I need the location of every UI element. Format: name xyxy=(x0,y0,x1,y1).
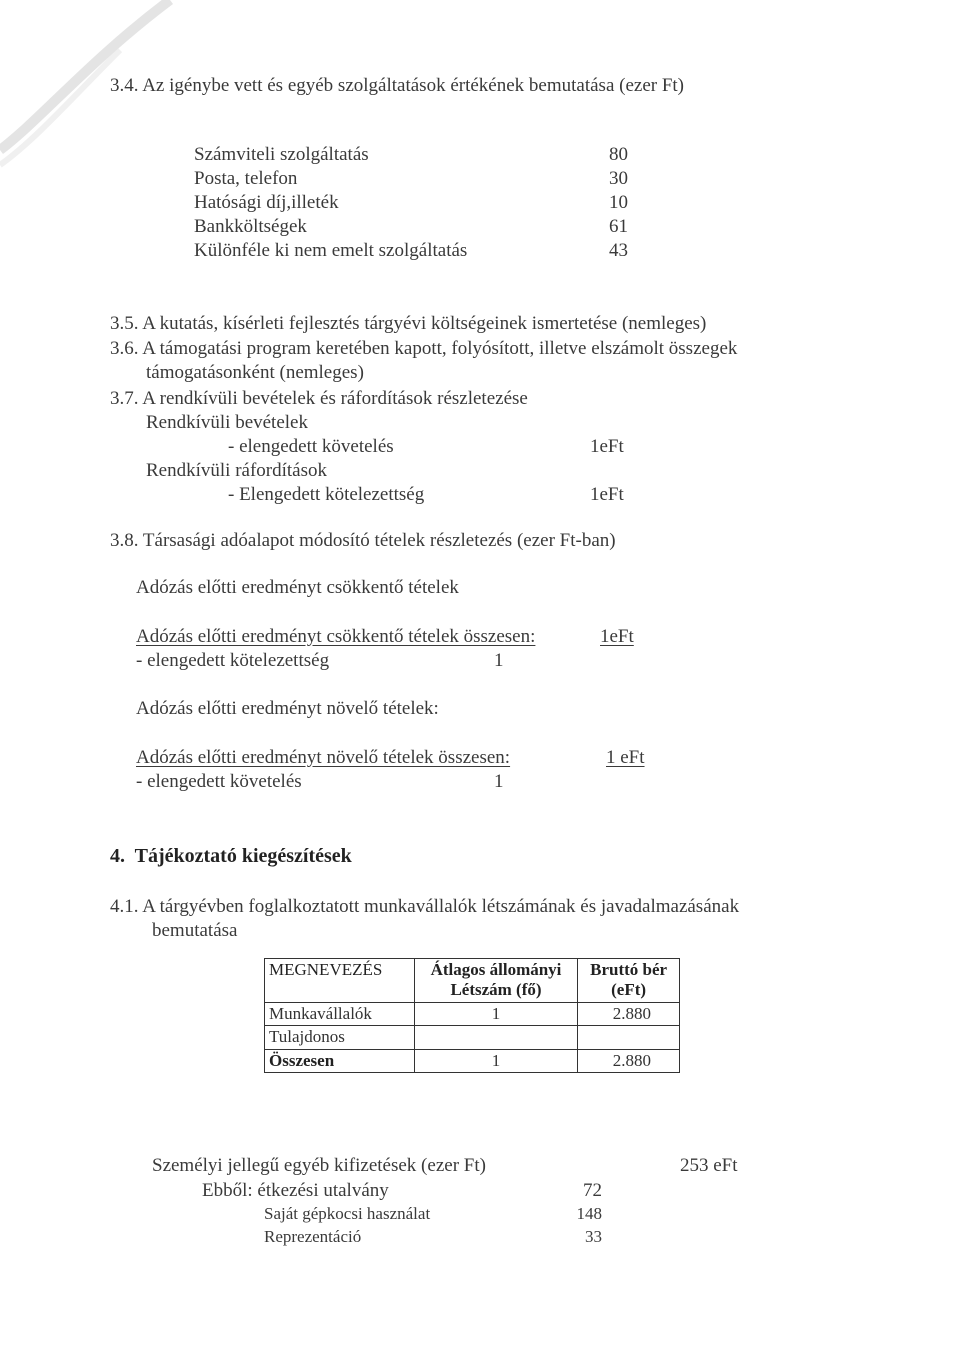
row-wage: 2.880 xyxy=(578,1002,680,1025)
section-3-5-title: 3.5. A kutatás, kísérleti fejlesztés tárgyévi költségeinek ismertetése (nemleges) xyxy=(110,313,707,334)
of-which-label: Ebből: étkezési utalvány xyxy=(202,1180,389,1201)
increasing-item: - elengedett követelés xyxy=(136,771,302,792)
section-4-title: 4. Tájékoztató kiegészítések xyxy=(110,845,352,867)
other-payment-item: Saját gépkocsi használat xyxy=(264,1204,431,1223)
other-payment-value: 148 xyxy=(576,1204,602,1223)
header-headcount-line1: Átlagos állományi xyxy=(430,960,562,979)
increasing-items-total-label: Adózás előtti eredményt növelő tételek összesen: xyxy=(136,747,511,768)
decreasing-item: - elengedett kötelezettség xyxy=(136,650,330,671)
section-3-6-subtitle: támogatásonként (nemleges) xyxy=(146,362,364,383)
service-label: Számviteli szolgáltatás xyxy=(194,144,369,165)
row-count xyxy=(414,1026,577,1049)
row-wage xyxy=(578,1026,680,1049)
decreasing-item-value: 1 xyxy=(494,650,504,671)
extraordinary-expense-heading: Rendkívüli ráfordítások xyxy=(146,460,327,481)
extraordinary-expense-value: 1eFt xyxy=(590,484,624,505)
section-3-6-title: 3.6. A támogatási program keretében kapott, folyósított, illetve elszámolt összegek xyxy=(110,338,738,359)
header-gross-wage-line1: Bruttó bér xyxy=(590,960,668,979)
table-row xyxy=(265,1026,680,1049)
other-payments-total: 253 eFt xyxy=(680,1155,738,1176)
service-value: 80 xyxy=(609,144,628,165)
row-name: Összesen xyxy=(265,1049,415,1072)
row-count: 1 xyxy=(414,1049,577,1072)
section-4-1-title: 4.1. A tárgyévben foglalkoztatott munkavállalók létszámának és javadalmazásának xyxy=(110,896,740,917)
service-value: 61 xyxy=(609,216,628,237)
service-value: 30 xyxy=(609,168,628,189)
section-3-8-title: 3.8. Társasági adóalapot módosító tételek részletezés (ezer Ft-ban) xyxy=(110,530,616,551)
table-row xyxy=(265,1002,680,1025)
decreasing-items-total-label: Adózás előtti eredményt csökkentő tételek összesen: xyxy=(136,626,536,647)
row-name: Munkavállalók xyxy=(265,1002,415,1025)
row-name: Tulajdonos xyxy=(265,1026,415,1049)
extraordinary-expense-item: - Elengedett kötelezettség xyxy=(228,484,425,505)
other-payments-label: Személyi jellegű egyéb kifizetések (ezer Ft) xyxy=(152,1155,486,1176)
service-label: Hatósági díj,illeték xyxy=(194,192,339,213)
extraordinary-income-item: - elengedett követelés xyxy=(228,436,394,457)
service-label: Posta, telefon xyxy=(194,168,298,189)
extraordinary-income-value: 1eFt xyxy=(590,436,624,457)
row-count: 1 xyxy=(414,1002,577,1025)
increasing-items-total-value: 1 eFt xyxy=(606,747,645,768)
section-3-4-title: 3.4. Az igénybe vett és egyéb szolgáltatások értékének bemutatása (ezer Ft) xyxy=(110,75,684,96)
service-label: Különféle ki nem emelt szolgáltatás xyxy=(194,240,468,261)
header-gross-wage xyxy=(578,959,680,1003)
table-row xyxy=(265,1049,680,1072)
extraordinary-income-heading: Rendkívüli bevételek xyxy=(146,412,308,433)
of-which-value: 72 xyxy=(583,1180,602,1201)
other-payment-value: 33 xyxy=(585,1227,602,1246)
header-headcount-line2: Létszám (fő) xyxy=(450,980,542,1000)
decreasing-items-total-value: 1eFt xyxy=(600,626,634,647)
service-value: 10 xyxy=(609,192,628,213)
header-gross-wage-line2: (eFt) xyxy=(611,980,647,1000)
service-value: 43 xyxy=(609,240,628,261)
service-label: Bankköltségek xyxy=(194,216,307,237)
row-wage: 2.880 xyxy=(578,1049,680,1072)
section-3-7-title: 3.7. A rendkívüli bevételek és ráfordítások részletezése xyxy=(110,388,528,409)
increasing-item-value: 1 xyxy=(494,771,504,792)
other-payment-item: Reprezentáció xyxy=(264,1227,362,1246)
table-header-row xyxy=(265,959,680,1003)
increasing-items-heading: Adózás előtti eredményt növelő tételek: xyxy=(136,698,439,719)
header-megnevezes: MEGNEVEZÉS xyxy=(265,959,415,1003)
staff-table xyxy=(264,958,680,1073)
header-headcount xyxy=(414,959,577,1003)
decreasing-items-heading: Adózás előtti eredményt csökkentő tételek xyxy=(136,577,459,598)
section-4-1-subtitle: bemutatása xyxy=(152,920,238,941)
